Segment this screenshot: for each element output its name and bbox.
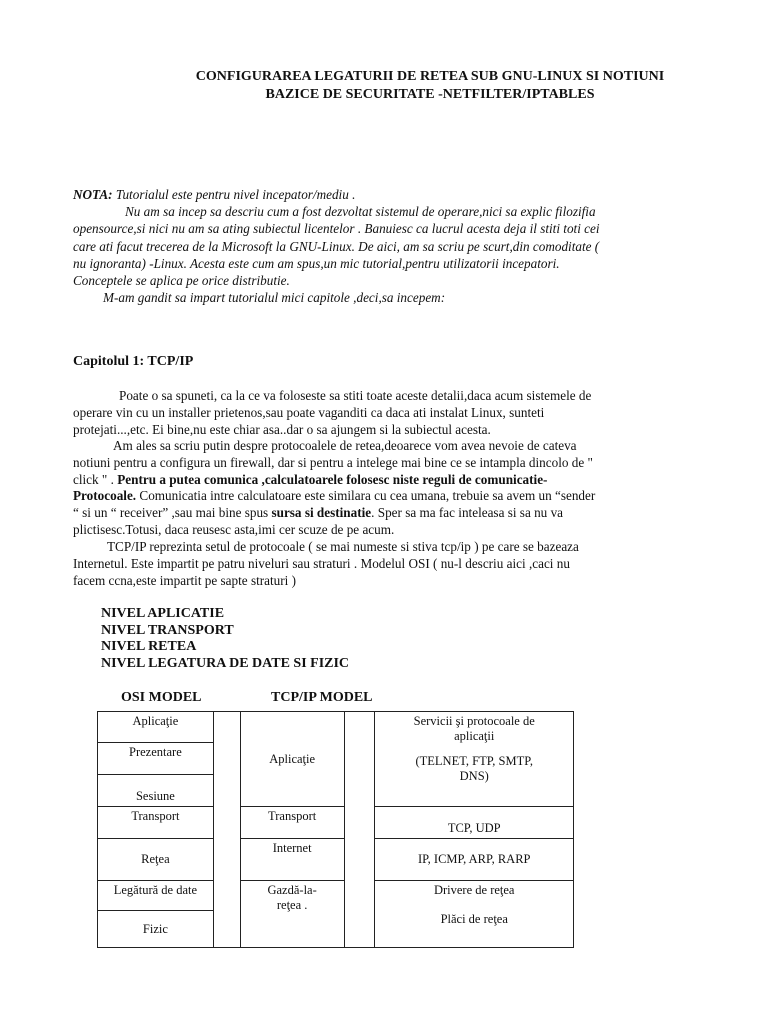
tcp-layer-aplicatie: Aplicaţie [240,712,344,807]
osi-layer-cell: Legătură de date [98,881,214,911]
nota-line: opensource,si nici nu am sa ating subiectul licentelor . Banuiesc ca lucrul acesta deja il stiti toti cei [73,221,600,237]
chapter-paragraph-3 [73,539,683,589]
chapter-paragraph-1 [73,388,683,438]
services-text: aplicaţii [454,729,495,743]
osi-layer-cell: Prezentare [98,743,214,775]
nota-line: nu ignoranta) -Linux. Acesta este cum am spus,un mic tutorial,pentru utilizatorii incepatori. [73,255,560,271]
text-line: facem ccna,este impartit pe sapte straturi ) [73,572,296,588]
text-line: Am ales sa scriu putin despre protocoalele de retea,deoarece vom avea nevoie de cateva [113,438,577,453]
services-aplicatie-cell [375,712,574,807]
services-gazda-cell [375,881,574,948]
services-text: Drivere de reţea [433,883,515,897]
chapter-heading: Capitolul 1: TCP/IP [73,354,194,369]
tcp-layer-gazda [240,881,344,948]
tcp-layer-transport: Transport [240,807,344,839]
osi-layer-cell: Fizic [98,911,214,948]
nota-line: Tutorialul este pentru nivel incepator/mediu . [112,187,356,202]
text-line: TCP/IP reprezinta setul de protocoale ( se mai numeste si stiva tcp/ip ) pe care se bazeaza [107,539,579,554]
bold-text: Pentru a putea comunica ,calculatoarele folosesc niste reguli de comunicatie- [117,471,548,487]
text-line: plictisesc.Totusi, daca reusesc asta,imi cer scuze de pe acum. [73,521,395,537]
services-internet-cell: IP, ICMP, ARP, RARP [375,839,574,881]
text-line: Comunicatia intre calculatoare este similara cu cea umana, trebuie sa avem un “sender [136,488,596,504]
nota-label: NOTA: [73,187,113,202]
services-transport-cell: TCP, UDP [375,807,574,839]
level-item: NIVEL LEGATURA DE DATE SI FIZIC [101,655,350,671]
tcp-layer-internet: Internet [240,839,344,881]
osi-layer-cell: Aplicaţie [98,712,214,743]
nota-line: Nu am sa incep sa descriu cum a fost dezvoltat sistemul de operare,nici sa explic filozifia [125,204,596,220]
text-line: protejati...,etc. Ei bine,nu este chiar asa..dar o sa ajungem si la subiectul acesta. [73,421,491,437]
network-levels-list [101,606,349,672]
spacer-column [344,712,375,948]
nota-line: M-am gandit sa impart tutorialul mici capitole ,deci,sa incepem: [103,290,446,306]
nota-line: Conceptele se aplica pe orice distributie. [73,273,290,289]
tcp-layer-text: Gazdă-la- [267,883,317,897]
nota-paragraph [73,186,683,306]
osi-layer-cell: Transport [98,807,214,839]
osi-model-header: OSI MODEL [121,690,202,705]
text-line: “ si un “ receiver” ,sau mai bine spus [73,505,272,521]
bold-text: Protocoale. [73,488,137,504]
services-text: Servicii şi protocoale de [413,714,535,728]
tcp-layer-text: reţea . [276,898,308,912]
tcpip-model-header: TCP/IP MODEL [271,690,373,705]
text-line: Poate o sa spuneti, ca la ce va foloseste sa stiti toate aceste detalii,daca acum sistemele de [119,388,592,403]
text-line: operare vin cu un installer prietenos,sau poate vaganditi ca daca ati instalat Linux, sunteti [73,404,545,420]
level-item: NIVEL TRANSPORT [101,622,234,638]
text-line: . Sper sa ma fac inteleasa si sa nu va [371,505,564,521]
document-title-line-1: CONFIGURAREA LEGATURII DE RETEA SUB GNU-LINUX SI NOTIUNI [195,69,665,84]
osi-tcpip-comparison-table [97,711,574,948]
nota-line: care ati facut trecerea de la Microsoft la GNU-Linux. De aici, am sa scriu pe scurt,din comoditate ( [73,238,600,254]
text-line: Internetul. Este impartit pe patru niveluri sau straturi . Modelul OSI ( nu-l descriu aici ,caci nu [73,555,570,571]
services-text: DNS) [459,769,489,783]
level-item: NIVEL RETEA [101,639,197,654]
document-title-line-2: BAZICE DE SECURITATE -NETFILTER/IPTABLES [265,87,595,102]
spacer-column [213,712,240,948]
level-item: NIVEL APLICATIE [101,606,225,621]
services-text: Plăci de reţea [440,912,508,926]
text-line: click " . [73,471,118,487]
chapter-paragraph-2 [73,438,683,539]
bold-text: sursa si destinatie [271,505,372,521]
services-text: (TELNET, FTP, SMTP, [415,754,533,768]
osi-layer-cell: Sesiune [98,775,214,807]
osi-layer-cell: Reţea [98,839,214,881]
text-line: notiuni pentru a configura un firewall, dar si pentru a intelege mai bine ce se intampla dincolo de " [73,454,593,470]
